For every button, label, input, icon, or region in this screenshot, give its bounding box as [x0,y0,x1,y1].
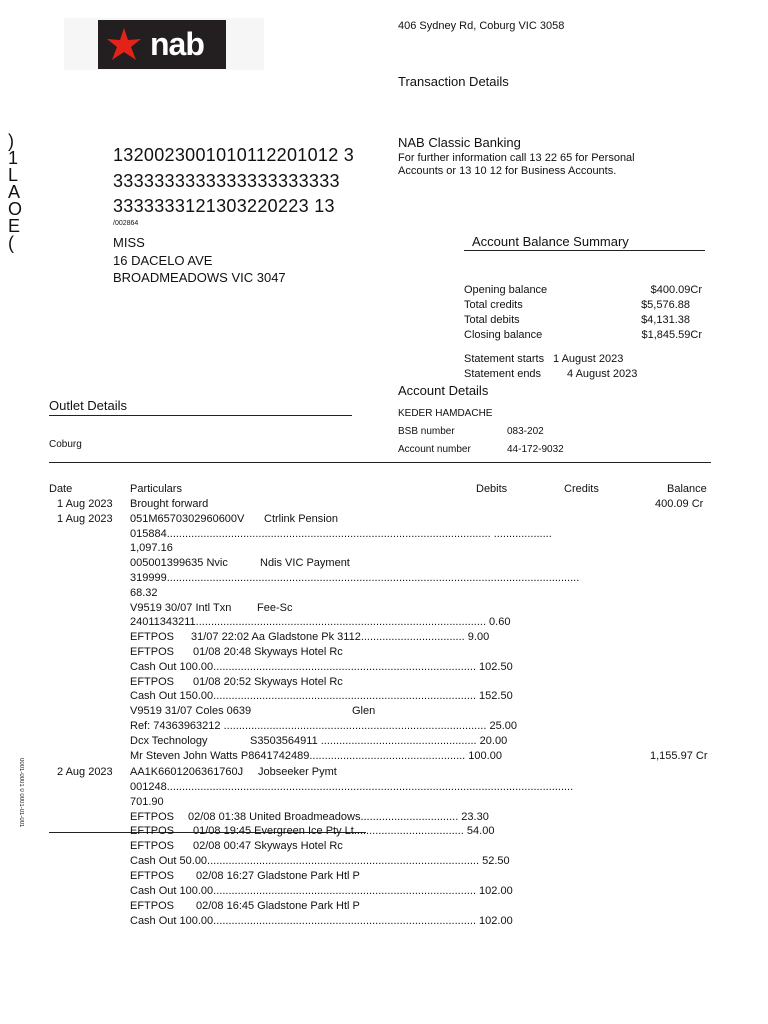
row-date: 2 Aug 2023 [57,766,113,778]
row-particulars: Dcx Technology [130,735,208,747]
summary-heading: Account Balance Summary [472,234,629,249]
col-header-debits: Debits [476,483,508,495]
account-number-label: Account number [398,444,471,455]
branch-address: 406 Sydney Rd, Coburg VIC 3058 [398,20,565,32]
barcode-line2: 3333333333333333333333 [113,171,340,191]
row-particulars: 319999....................................................................................................................................... [130,572,580,584]
opening-balance-label: Opening balance [464,284,548,296]
row-particulars: EFTPOS [130,811,175,823]
row-particulars: 02/08 16:45 Gladstone Park Htl P [196,900,360,912]
row-particulars: Jobseeker Pymt [258,766,337,778]
row-amount: 68.32 [130,587,158,599]
row-particulars: Cash Out 100.00...................................................................................... 102.00 [130,915,513,927]
row-particulars: 02/08 01:38 United Broadmeadows................................ 23.30 [188,811,489,823]
product-name: NAB Classic Banking [398,135,521,150]
total-debits-value: $4,131.38 [641,314,690,326]
bsb-value: 083-202 [507,426,544,437]
barcode-line1: 1320023001010112201012 3 [113,145,355,165]
total-credits-value: $5,576.88 [641,299,690,311]
row-particulars: 01/08 20:48 Skyways Hotel Rc [193,646,343,658]
row-particulars: 01/08 19:45 Evergreen Ice Pty Lt.................................... 54.00 [193,825,495,837]
row-particulars: Cash Out 100.00...................................................................................... 102.50 [130,661,513,673]
row-particulars: Glen [352,705,376,717]
row-particulars: EFTPOS [130,646,175,658]
row-particulars: EFTPOS [130,870,175,882]
col-header-date: Date [49,483,73,495]
bsb-label: BSB number [398,426,455,437]
row-particulars: EFTPOS [130,676,175,688]
row-particulars: 01/08 20:52 Skyways Hotel Rc [193,676,343,688]
row-particulars: EFTPOS [130,900,175,912]
row-particulars: S3503564911 ................................................... 20.00 [250,735,508,747]
statement-ends-label: Statement ends [464,368,542,380]
row-particulars: 051M6570302960600V [130,513,245,525]
recipient-suburb: BROADMEADOWS VIC 3047 [113,270,286,285]
row-particulars: EFTPOS [130,825,175,837]
row-particulars: Ref: 74363963212 ...................................................................................... 25.00 [130,720,517,732]
row-particulars: Cash Out 100.00...................................................................................... 102.00 [130,885,513,897]
row-particulars: Mr Steven John Watts P8641742489................................................... 100.00 [130,750,502,762]
star-icon [104,27,144,63]
opening-balance-value: $400.09Cr [650,284,702,296]
product-info-line1: For further information call 13 22 65 for Personal [398,152,635,164]
row-balance: 400.09 Cr [655,498,704,510]
total-debits-label: Total debits [464,314,520,326]
row-particulars: AA1K6601206361760J [130,766,244,778]
row-particulars: 02/08 16:27 Gladstone Park Htl P [196,870,360,882]
row-particulars: 005001399635 Nvic [130,557,228,569]
statement-starts-label: Statement starts [464,353,545,365]
total-credits-label: Total credits [464,299,523,311]
recipient-street: 16 DACELO AVE [113,253,213,268]
row-particulars: Brought forward [130,498,209,510]
row-balance: 1,155.97 Cr [650,750,708,762]
row-particulars: V9519 30/07 Intl Txn [130,602,232,614]
col-header-credits: Credits [564,483,599,495]
row-particulars: Ctrlink Pension [264,513,338,525]
row-particulars: Cash Out 50.00......................................................................................... 52.50 [130,855,510,867]
account-holder: KEDER HAMDACHE [398,408,493,419]
col-header-balance: Balance [667,483,707,495]
row-particulars: Fee-Sc [257,602,293,614]
side-code-text: )1LAOE( [8,131,23,253]
row-amount: 701.90 [130,796,164,808]
statement-starts-value: 1 August 2023 [553,353,624,365]
row-date: 1 Aug 2023 [57,498,113,510]
table-top-rule [49,462,711,463]
barcode-ref: /002864 [113,220,139,227]
col-header-particulars: Particulars [130,483,182,495]
row-amount: 1,097.16 [130,542,173,554]
row-particulars: 24011343211............................................................................................... 0.60 [130,616,511,628]
row-particulars: Ndis VIC Payment [260,557,350,569]
outlet-heading: Outlet Details [49,398,128,413]
summary-rule [464,250,705,251]
row-particulars: 001248..................................................................................................................................... [130,781,574,793]
row-particulars: V9519 31/07 Coles 0639 [130,705,252,717]
account-details-heading: Account Details [398,383,489,398]
row-date: 1 Aug 2023 [57,513,113,525]
product-info-line2: Accounts or 13 10 12 for Business Accounts. [398,165,617,177]
row-particulars: Cash Out 150.00...................................................................................... 152.50 [130,690,513,702]
row-particulars: EFTPOS [130,631,175,643]
logo-text: nab [150,26,204,62]
closing-balance-value: $1,845.59Cr [641,329,702,341]
closing-balance-label: Closing balance [464,329,543,341]
row-particulars: 015884.......................................................................................................... ................... [130,528,552,540]
barcode-line3: 3333333121303220223 13 [113,196,335,216]
side-small-code: 0001-0001 0 0001-01-001 [18,758,24,828]
statement-ends-value: 4 August 2023 [567,368,638,380]
nab-logo [98,20,226,69]
outlet-name: Coburg [49,439,82,450]
row-particulars: 02/08 00:47 Skyways Hotel Rc [193,840,343,852]
account-number-value: 44-172-9032 [507,444,564,455]
row-particulars: 31/07 22:02 Aa Gladstone Pk 3112.................................. 9.00 [191,631,490,643]
row-particulars: EFTPOS [130,840,175,852]
outlet-rule [49,415,352,416]
doc-title: Transaction Details [398,74,509,89]
recipient-title: MISS [113,235,145,250]
